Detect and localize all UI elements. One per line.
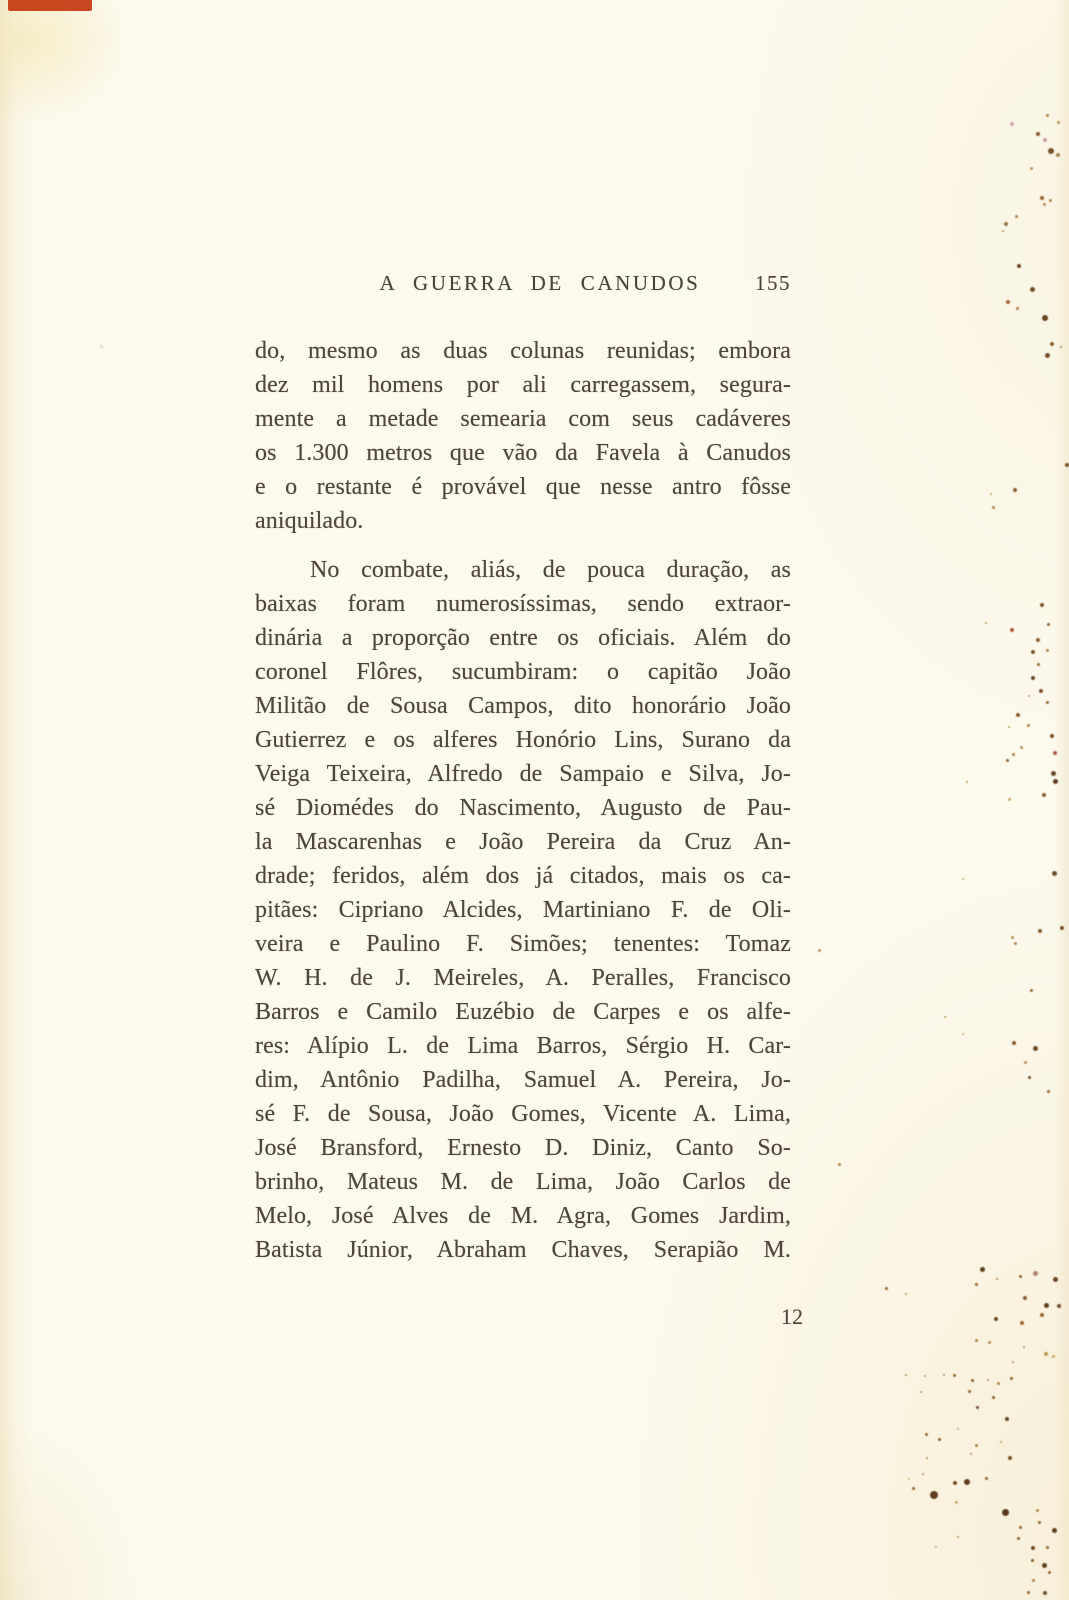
foxing-spot — [971, 1379, 974, 1382]
foxing-spot — [962, 878, 964, 880]
foxing-spot — [990, 493, 992, 495]
text-line: José Bransford, Ernesto D. Diniz, Canto So- — [255, 1135, 791, 1161]
foxing-spot — [924, 1375, 926, 1377]
foxing-spot — [1052, 1528, 1057, 1533]
text-line: Barros e Camilo Euzébio de Carpes e os alfe- — [255, 999, 791, 1025]
foxing-spot — [992, 1396, 995, 1399]
foxing-spot — [1008, 1456, 1012, 1460]
foxing-spot — [1028, 695, 1030, 697]
foxing-spot — [1010, 122, 1014, 126]
foxing-spot — [1048, 1571, 1051, 1574]
foxing-spot — [1057, 121, 1060, 124]
foxing-spot — [935, 1546, 937, 1548]
foxing-spot — [957, 1536, 959, 1538]
foxing-spot — [1000, 1441, 1002, 1443]
text-line: Gutierrez e os alferes Honório Lins, Surano da — [255, 727, 791, 753]
foxing-spot — [1042, 315, 1048, 321]
foxing-spot — [985, 1477, 988, 1480]
foxing-spot — [953, 1481, 957, 1485]
foxing-spot — [1047, 623, 1050, 626]
foxing-spot — [1013, 488, 1017, 492]
foxing-spot — [1024, 1061, 1027, 1064]
foxing-spot — [1031, 1546, 1035, 1550]
foxing-spot — [964, 1479, 970, 1485]
foxing-spot — [818, 949, 821, 952]
text-line: Batista Júnior, Abraham Chaves, Serapião M. — [255, 1237, 791, 1263]
foxing-spot — [980, 1267, 985, 1272]
foxing-spot — [1020, 746, 1023, 749]
foxing-spot — [1057, 1304, 1061, 1308]
text-line: pitães: Cipriano Alcides, Martiniano F. de Oli- — [255, 897, 791, 923]
foxing-spot — [1030, 167, 1033, 170]
foxing-spot — [1044, 1303, 1049, 1308]
foxing-spot — [1031, 650, 1035, 654]
foxing-spot — [1020, 1321, 1024, 1325]
foxing-spot — [1002, 230, 1004, 232]
foxing-spot — [1036, 638, 1040, 642]
foxing-spot — [1005, 1417, 1009, 1421]
foxing-spot — [100, 345, 103, 348]
foxing-spot — [996, 1278, 998, 1280]
foxing-spot — [975, 1339, 978, 1342]
foxing-spot — [1065, 463, 1069, 467]
foxing-spot — [1053, 1277, 1058, 1282]
text-line: Veiga Teixeira, Alfredo de Sampaio e Silva, Jo- — [255, 761, 791, 787]
foxing-spot — [1044, 1352, 1048, 1356]
foxing-spot — [997, 1382, 1000, 1385]
text-line: veira e Paulino F. Simões; tenentes: Tomaz — [255, 931, 791, 957]
footer-page-number: 12 — [781, 1304, 803, 1329]
foxing-spot — [1043, 203, 1046, 206]
foxing-spot — [1006, 759, 1009, 762]
foxing-spot — [944, 1016, 946, 1018]
foxing-spot — [1042, 1563, 1047, 1568]
foxing-spot — [1027, 1591, 1030, 1594]
foxing-spot — [1042, 793, 1046, 797]
text-line: brinho, Mateus M. de Lima, João Carlos de — [255, 1169, 791, 1195]
text-line: la Mascarenhas e João Pereira da Cruz An- — [255, 829, 791, 855]
foxing-spot — [1030, 989, 1033, 992]
foxing-spot — [1046, 649, 1049, 652]
foxing-spot — [962, 1033, 964, 1035]
foxing-spot — [885, 1287, 888, 1290]
foxing-spot — [1030, 287, 1035, 292]
foxing-spot — [1010, 628, 1014, 632]
foxing-spot — [1060, 926, 1064, 930]
foxing-spot — [1038, 1521, 1041, 1524]
foxing-spot — [1033, 1271, 1038, 1276]
foxing-spot — [988, 1341, 991, 1344]
text-block — [255, 334, 791, 1267]
foxing-spot — [953, 1374, 956, 1377]
foxing-spot — [920, 1391, 922, 1393]
foxing-spot — [957, 1428, 959, 1430]
foxing-spot — [905, 1293, 907, 1295]
foxing-spot — [1039, 689, 1043, 693]
running-title: A GUERRA DE CANUDOS — [379, 271, 701, 295]
foxing-spot — [1040, 603, 1044, 607]
foxing-spot — [943, 1374, 945, 1376]
text-line: drade; feridos, além dos já citados, mais os ca- — [255, 863, 791, 889]
foxing-spot — [908, 1478, 910, 1480]
foxing-spot — [1033, 1046, 1038, 1051]
foxing-spot — [905, 1374, 907, 1376]
foxing-spot — [1053, 779, 1058, 784]
foxing-spot — [992, 506, 995, 509]
foxing-spot — [1046, 114, 1049, 117]
running-head — [255, 271, 791, 297]
foxing-spot — [926, 1457, 928, 1459]
foxing-spot — [938, 1438, 941, 1441]
foxing-spot — [1031, 676, 1035, 680]
text-line: dim, Antônio Padilha, Samuel A. Pereira, Jo- — [255, 1067, 791, 1093]
text-line: Melo, José Alves de M. Agra, Gomes Jardim, — [255, 1203, 791, 1229]
text-line: No combate, aliás, de pouca duração, as — [310, 557, 791, 583]
foxing-spot — [1053, 751, 1057, 755]
foxing-spot — [1049, 199, 1052, 202]
foxing-spot — [1006, 300, 1010, 304]
foxing-spot — [912, 1487, 915, 1490]
foxing-spot — [970, 1453, 972, 1455]
foxing-spot — [1056, 153, 1060, 157]
text-line: res: Alípio L. de Lima Barros, Sérgio H. Car- — [255, 1033, 791, 1059]
foxing-spot — [1008, 726, 1010, 728]
foxing-spot — [925, 1433, 928, 1436]
foxing-spot — [1043, 1591, 1047, 1595]
foxing-spot — [975, 1444, 978, 1447]
foxing-spot — [1051, 771, 1056, 776]
foxing-spot — [968, 1390, 971, 1393]
foxing-spot — [922, 1473, 924, 1475]
text-line: do, mesmo as duas colunas reunidas; embora — [255, 338, 791, 364]
text-line: W. H. de J. Meireles, A. Peralles, Francisco — [255, 965, 791, 991]
foxing-spot — [1023, 1346, 1025, 1348]
foxing-spot — [1012, 753, 1015, 756]
paragraph — [255, 553, 791, 1267]
foxing-spot — [1040, 1313, 1044, 1317]
foxing-spot — [1043, 138, 1047, 142]
foxing-spot — [994, 1317, 998, 1321]
text-line: Militão de Sousa Campos, dito honorário João — [255, 693, 791, 719]
foxing-spot — [1040, 196, 1044, 200]
scan-edge-red-mark — [8, 0, 92, 11]
foxing-spot — [1019, 1526, 1022, 1529]
foxing-spot — [976, 1406, 979, 1409]
foxing-spot — [1016, 307, 1019, 310]
foxing-spot — [1046, 701, 1049, 704]
foxing-spot — [1027, 724, 1030, 727]
foxing-spot — [1052, 871, 1057, 876]
foxing-spot — [1036, 1509, 1039, 1512]
text-line: dinária a proporção entre os oficiais. Além do — [255, 625, 791, 651]
foxing-spot — [1002, 1509, 1009, 1516]
foxing-spot — [930, 1491, 938, 1499]
foxing-spot — [985, 622, 987, 624]
foxing-spot — [1046, 1546, 1049, 1549]
foxing-spot — [1038, 929, 1042, 933]
foxing-spot — [1028, 1076, 1031, 1079]
foxing-spot — [1052, 1355, 1055, 1358]
foxing-spot — [1008, 798, 1011, 801]
text-line: mente a metade semearia com seus cadáveres — [255, 406, 791, 432]
foxing-spot — [1010, 1377, 1013, 1380]
foxing-spot — [1012, 1361, 1014, 1363]
text-line: e o restante é provável que nesse antro fôsse — [255, 474, 791, 500]
foxing-spot — [966, 781, 968, 783]
foxing-spot — [1017, 264, 1021, 268]
foxing-spot — [1012, 1041, 1016, 1045]
foxing-spot — [838, 1163, 841, 1166]
foxing-spot — [1050, 734, 1054, 738]
foxing-spot — [1014, 942, 1017, 945]
text-line: sé Diomédes do Nascimento, Augusto de Pau- — [255, 795, 791, 821]
foxing-spot — [1050, 342, 1054, 346]
foxing-spot — [1023, 1296, 1027, 1300]
paragraph — [255, 334, 791, 538]
text-line: aniquilado. — [255, 508, 364, 534]
foxing-spot — [1036, 132, 1040, 136]
text-line: coronel Flôres, sucumbiram: o capitão João — [255, 659, 791, 685]
foxing-spot — [955, 1501, 958, 1504]
foxing-spot — [1060, 346, 1062, 348]
foxing-spot — [1011, 936, 1014, 939]
foxing-spot — [1045, 353, 1050, 358]
foxing-spot — [1015, 215, 1018, 218]
foxing-spot — [1048, 148, 1054, 154]
foxing-spot — [1032, 1579, 1035, 1582]
foxing-spot — [987, 1379, 989, 1381]
foxing-spot — [1016, 713, 1020, 717]
text-line: os 1.300 metros que vão da Favela à Canudos — [255, 440, 791, 466]
foxing-spot — [975, 1283, 978, 1286]
foxing-spot — [1019, 1275, 1022, 1278]
text-line: baixas foram numerosíssimas, sendo extraor- — [255, 591, 791, 617]
foxing-spot — [1031, 1559, 1034, 1562]
foxing-spot — [1037, 663, 1040, 666]
foxing-spot — [1017, 1537, 1020, 1540]
foxing-spot — [1047, 1090, 1050, 1093]
header-page-number: 155 — [755, 271, 791, 295]
foxing-spot — [1004, 222, 1008, 226]
text-line: sé F. de Sousa, João Gomes, Vicente A. Lima, — [255, 1101, 791, 1127]
text-line: dez mil homens por ali carregassem, segura- — [255, 372, 791, 398]
